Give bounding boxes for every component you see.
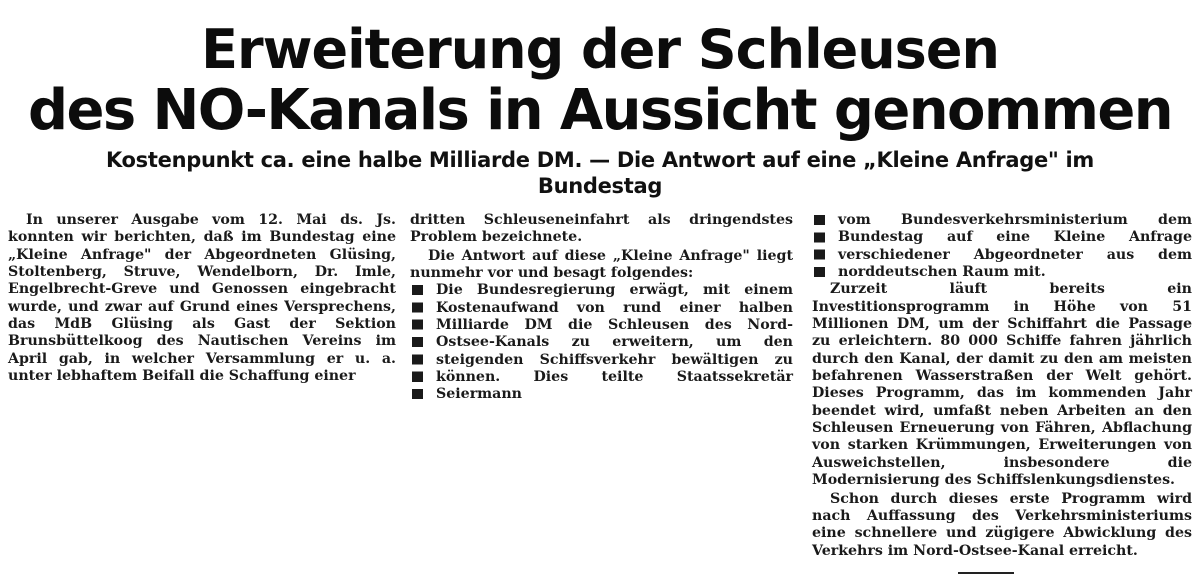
column-1-paragraph-1: In unserer Ausgabe vom 12. Mai ds. Js. konnten wir berichten, daß im Bundestag eine „Kleine Anfrage" der Abgeordneten Glüsing, Stoltenberg, Struve, Wendelborn, Dr. Imle, Engelbrecht-Greve und Genossen eingebracht wurde, und zwar auf Grund eines Versprechens, das MdB Glüsing als Gast der Sektion Brunsbüttelkoog des Nautischen Vereins im April gab, in welcher Versammlung er u. a. unter lebhaftem Beifall die Schaffung einer bbox=[8, 212, 396, 385]
column-3-paragraph-3: Schon durch dieses erste Programm wird nach Auffassung des Verkehrsministeriums eine schnellere und zügigere Abwicklung des Verkehrs im Nord-Ostsee-Kanal erreicht. bbox=[812, 490, 1192, 559]
column-2-paragraph-1: dritten Schleuseneinfahrt als dringendstes Problem bezeichnete. bbox=[410, 212, 793, 246]
column-2-paragraph-2: Die Antwort auf diese „Kleine Anfrage" liegt nunmehr vor und besagt folgendes: bbox=[410, 247, 793, 282]
article-column-1 bbox=[8, 212, 396, 385]
article-column-3 bbox=[812, 212, 1192, 560]
article-column-2 bbox=[410, 212, 793, 404]
column-2-bullet-block bbox=[410, 282, 793, 403]
column-2-paragraph-3: Die Bundesregierung erwägt, mit einem Kostenaufwand von rund einer halben Milliarde DM die Schleusen des Nord-Ostsee-Kanals zu erweitern, um den steigenden Schiffsverkehr bewältigen zu können. Dies teilte Staatssekretär Seiermann bbox=[436, 282, 793, 403]
subheadline-line-1: Kostenpunkt ca. eine halbe Milliarde DM. — Die Antwort auf eine „Kleine Anfrage" im bbox=[105, 148, 1095, 172]
headline-line-1: Erweiterung der Schleusen bbox=[201, 18, 999, 81]
subheadline-line-2: Bundestag bbox=[537, 174, 663, 198]
column-3-paragraph-2: Zurzeit läuft bereits ein Investitionsprogramm in Höhe von 51 Millionen DM, um der Schiffahrt die Passage zu erleichtern. 80 000 Schiffe fahren jährlich durch den Kanal, der damit zu den am meisten befahrenen Wasserstraßen der Welt gehört. Dieses Programm, das im kommenden Jahr beendet wird, umfaßt neben Arbeiten an den Schleusen Erneuerung von Fähren, Abflachung von starken Krümmungen, Erweiterungen von Ausweichstellen, insbesondere die Modernisierung des Schiffslenkungsdienstes. bbox=[812, 281, 1192, 489]
headline-line-2: des NO-Kanals in Aussicht genommen bbox=[27, 78, 1173, 143]
column-3-paragraph-1: vom Bundesverkehrsministerium dem Bundestag auf eine Kleine Anfrage verschiedener Abgeordneter aus dem norddeutschen Raum mit. bbox=[838, 212, 1192, 281]
column-3-bullet-block bbox=[812, 212, 1192, 281]
article-end-rule bbox=[958, 572, 1014, 574]
